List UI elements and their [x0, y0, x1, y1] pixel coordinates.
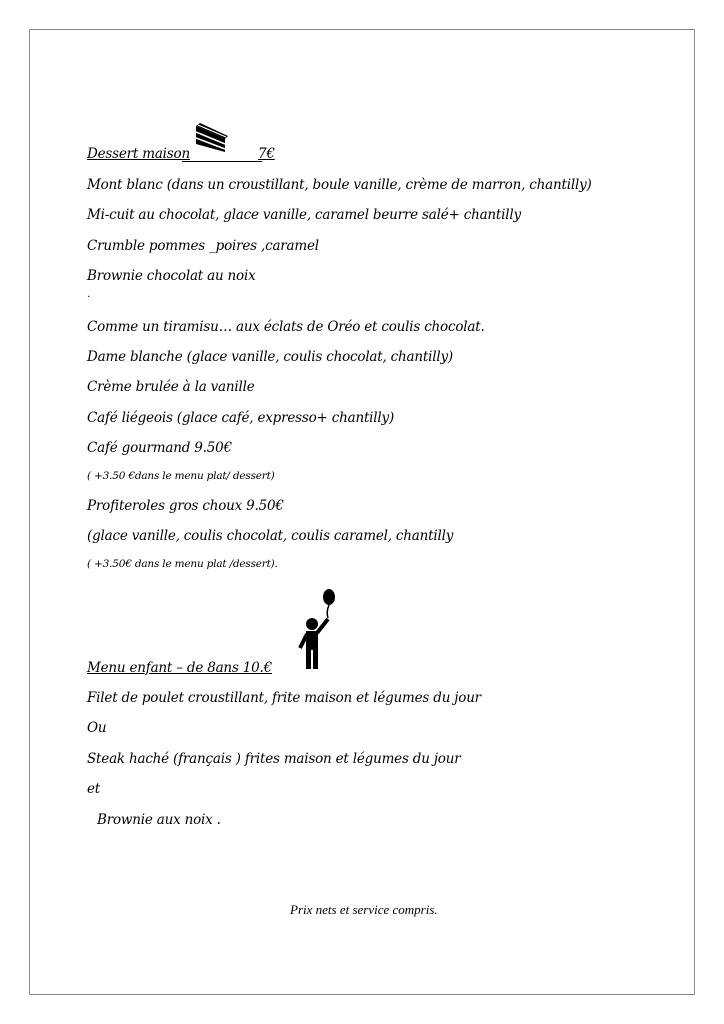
dessert-item-tiramisu: Comme un tiramisu… aux éclats de Oréo et coulis chocolat. — [87, 319, 485, 335]
enfant-item-steak: Steak haché (français ) frites maison et légumes du jour — [87, 751, 461, 767]
enfant-title: Menu enfant – de 8ans 10.€ — [87, 660, 273, 676]
dessert-item-profiteroles-detail: (glace vanille, coulis chocolat, coulis caramel, chantilly — [87, 528, 454, 544]
dessert-item-profiteroles: Profiteroles gros choux 9.50€ — [87, 498, 284, 514]
dessert-item-crumble: Crumble pommes _poires ,caramel — [87, 238, 319, 254]
child-balloon-icon — [295, 586, 341, 672]
enfant-item-ou: Ou — [87, 720, 107, 736]
enfant-item-poulet: Filet de poulet croustillant, frite maison et légumes du jour — [87, 690, 481, 706]
dessert-title: Dessert maison — [87, 146, 190, 162]
dessert-note-profiteroles: ( +3.50€ dans le menu plat /dessert). — [87, 558, 278, 570]
dessert-item-dame-blanche: Dame blanche (glace vanille, coulis chocolat, chantilly) — [87, 349, 453, 365]
dessert-price: 7€ — [258, 146, 275, 162]
dessert-item-mi-cuit: Mi-cuit au chocolat, glace vanille, caramel beurre salé+ chantilly — [87, 207, 521, 223]
dessert-item-creme-brulee: Crème brulée à la vanille — [87, 379, 255, 395]
enfant-item-brownie: Brownie aux noix . — [97, 812, 221, 828]
dessert-item-cafe-gourmand: Café gourmand 9.50€ — [87, 440, 232, 456]
footer-note: Prix nets et service compris. — [290, 902, 438, 917]
dessert-item-mont-blanc: Mont blanc (dans un croustillant, boule vanille, crème de marron, chantilly) — [87, 177, 592, 193]
cake-slice-icon — [194, 120, 230, 154]
dessert-dot: . — [87, 288, 91, 300]
dessert-note-cafe: ( +3.50 €dans le menu plat/ dessert) — [87, 470, 275, 482]
underline-rule — [182, 161, 262, 162]
dessert-item-cafe-liegeois: Café liégeois (glace café, expresso+ chantilly) — [87, 410, 395, 426]
dessert-item-brownie: Brownie chocolat au noix — [87, 268, 256, 284]
enfant-item-et: et — [87, 781, 101, 797]
